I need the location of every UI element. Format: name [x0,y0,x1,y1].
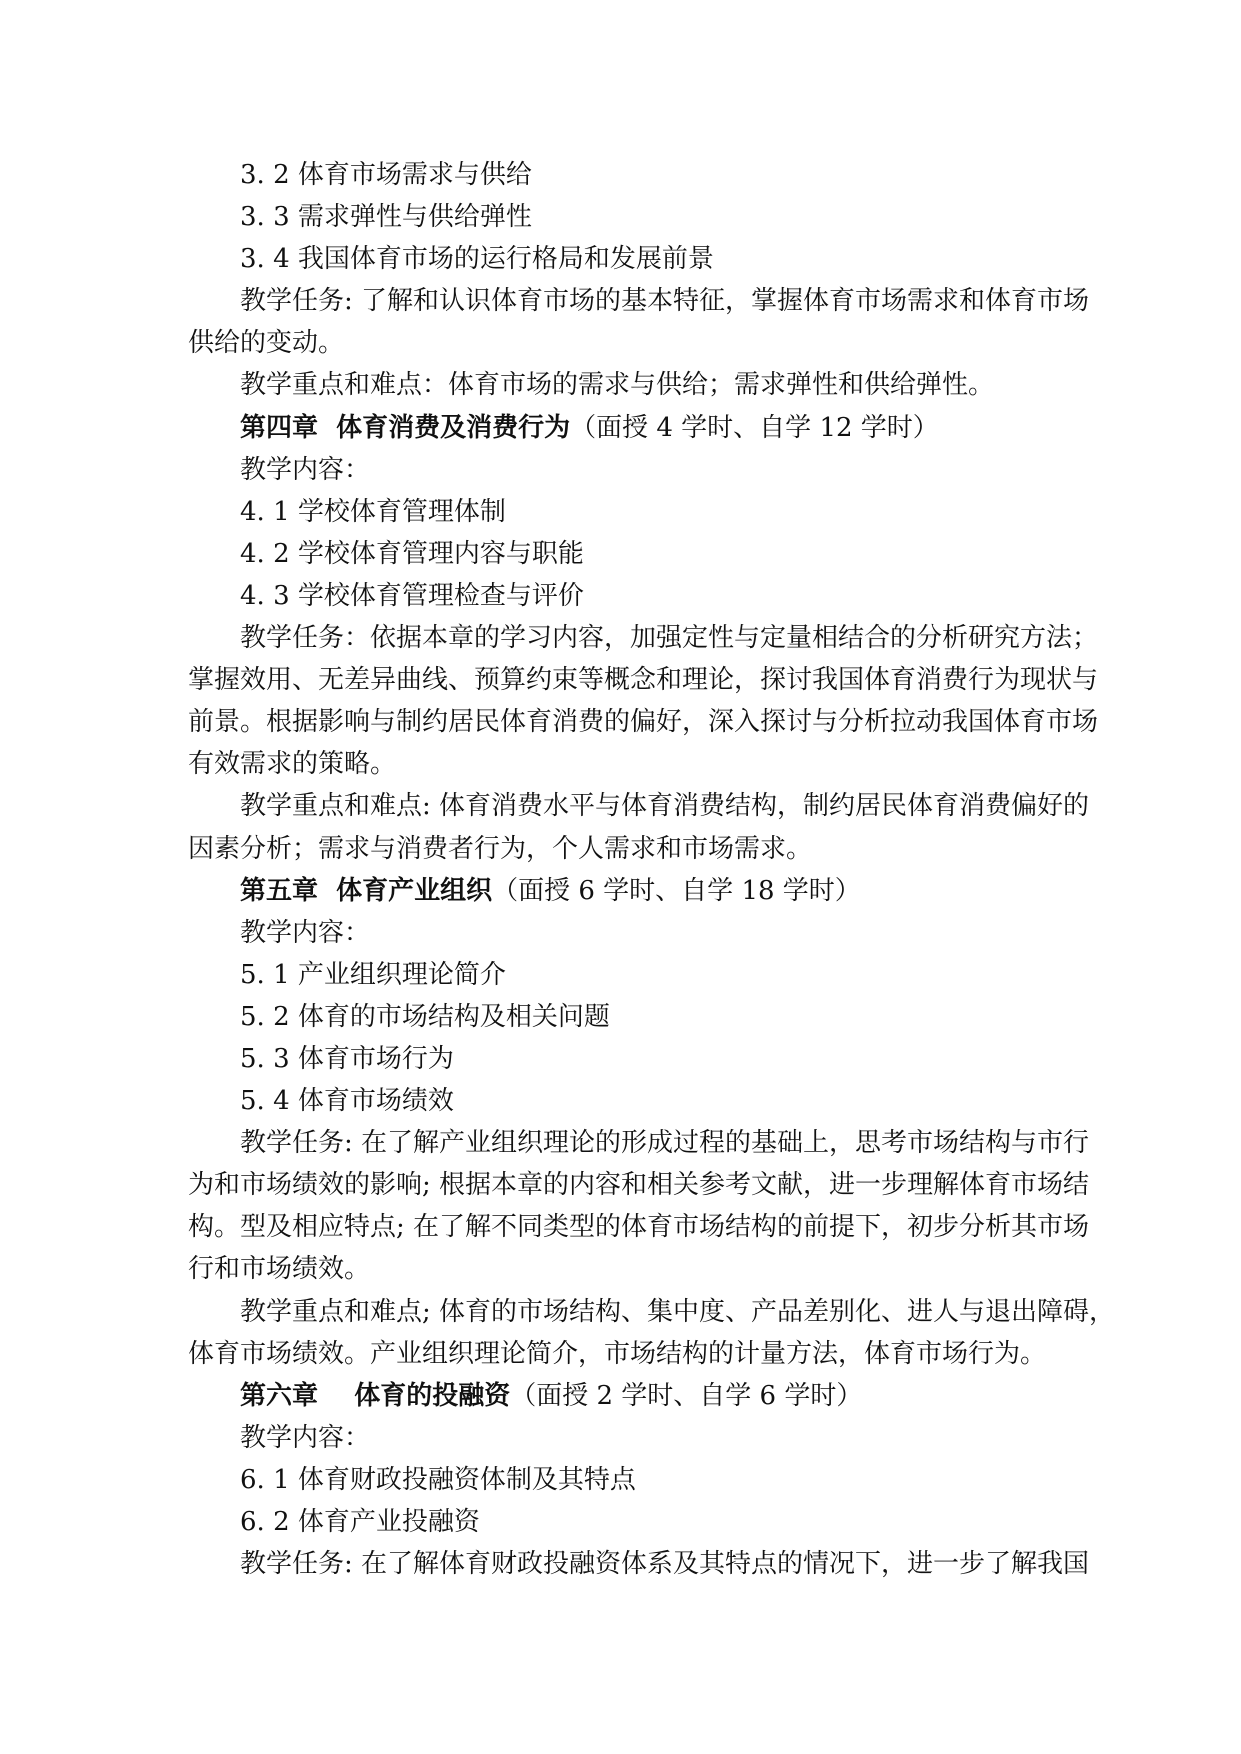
paragraph-line: 教学任务: 了解和认识体育市场的基本特征，掌握体育市场需求和体育市场 [240,286,1090,317]
chapter-hours: （面授 4 学时、自学 12 学时） [570,412,939,443]
chapter5-teaching-task [188,1122,1090,1290]
list-item: 3. 4 我国体育市场的运行格局和发展前景 [240,244,714,275]
paragraph-line: 掌握效用、无差异曲线、预算约束等概念和理论，探讨我国体育消费行为现状与 [188,665,1099,696]
list-item: 5. 3 体育市场行为 [240,1043,454,1074]
chapter6-heading [188,1375,1060,1417]
content-label: 教学内容： [240,454,371,485]
paragraph-line: 供给的变动。 [188,328,345,359]
content-label: 教学内容： [240,917,371,948]
list-item: 4. 1 学校体育管理体制 [240,496,506,527]
chapter-hours: （面授 2 学时、自学 6 学时） [510,1380,863,1411]
paragraph-line: 构。型及相应特点; 在了解不同类型的体育市场结构的前提下，初步分析其市场 [188,1212,1090,1243]
chapter4-teaching-task [188,617,1099,785]
document-body [188,154,1116,1585]
chapter6-content-list [188,1459,1060,1543]
paragraph-line: 行和市场绩效。 [188,1254,371,1285]
paragraph-line: 教学任务：依据本章的学习内容，加强定性与定量相结合的分析研究方法； [240,623,1099,654]
list-item: 3. 2 体育市场需求与供给 [240,160,532,190]
chapter4-heading [188,407,1060,449]
paragraph-line: 教学任务: 在了解产业组织理论的形成过程的基础上，思考市场结构与市行 [240,1128,1090,1159]
chapter-hours: （面授 6 学时、自学 18 学时） [492,875,861,906]
chapter3-key-points [188,364,1060,406]
paragraph-line: 前景。根据影响与制约居民体育消费的偏好，深入探讨与分析拉动我国体育市场 [188,707,1099,738]
chapter6-teaching-task [188,1543,1090,1585]
paragraph-line: 教学任务: 在了解体育财政投融资体系及其特点的情况下，进一步了解我国 [240,1549,1090,1580]
list-item: 4. 3 学校体育管理检查与评价 [240,580,584,611]
chapter4-key-points [188,785,1090,869]
list-item: 5. 2 体育的市场结构及相关问题 [240,1001,610,1032]
chapter3-teaching-task [188,280,1090,364]
list-item: 5. 4 体育市场绩效 [240,1086,454,1117]
paragraph-line: 体育市场绩效。产业组织理论简介，市场结构的计量方法，体育市场行为。 [188,1338,1047,1369]
chapter-title: 第五章 体育产业组织 [240,875,493,906]
paragraph-line: 为和市场绩效的影响; 根据本章的内容和相关参考文献，进一步理解体育市场结 [188,1170,1090,1201]
chapter5-heading [188,870,1060,912]
list-item: 3. 3 需求弹性与供给弹性 [240,202,532,233]
paragraph-line: 教学重点和难点; 体育的市场结构、集中度、产品差别化、进人与退出障碍， [240,1296,1116,1327]
chapter5-key-points [188,1291,1116,1375]
chapter3-content-list [188,154,1060,280]
list-item: 5. 1 产业组织理论简介 [240,959,506,990]
chapter5-content-list [188,954,1060,1122]
list-item: 6. 1 体育财政投融资体制及其特点 [240,1464,636,1495]
paragraph-line: 因素分析；需求与消费者行为，个人需求和市场需求。 [188,833,813,864]
chapter4-content-list [188,491,1060,617]
paragraph-line: 教学重点和难点: 体育消费水平与体育消费结构，制约居民体育消费偏好的 [240,791,1090,822]
list-item: 4. 2 学校体育管理内容与职能 [240,538,584,569]
chapter-title: 第六章 体育的投融资 [240,1380,511,1411]
list-item: 6. 2 体育产业投融资 [240,1507,480,1537]
paragraph-line: 有效需求的策略。 [188,749,397,780]
paragraph-line: 教学重点和难点：体育市场的需求与供给；需求弹性和供给弹性。 [240,370,995,401]
chapter-title: 第四章 体育消费及消费行为 [240,412,571,443]
content-label: 教学内容： [240,1422,371,1453]
